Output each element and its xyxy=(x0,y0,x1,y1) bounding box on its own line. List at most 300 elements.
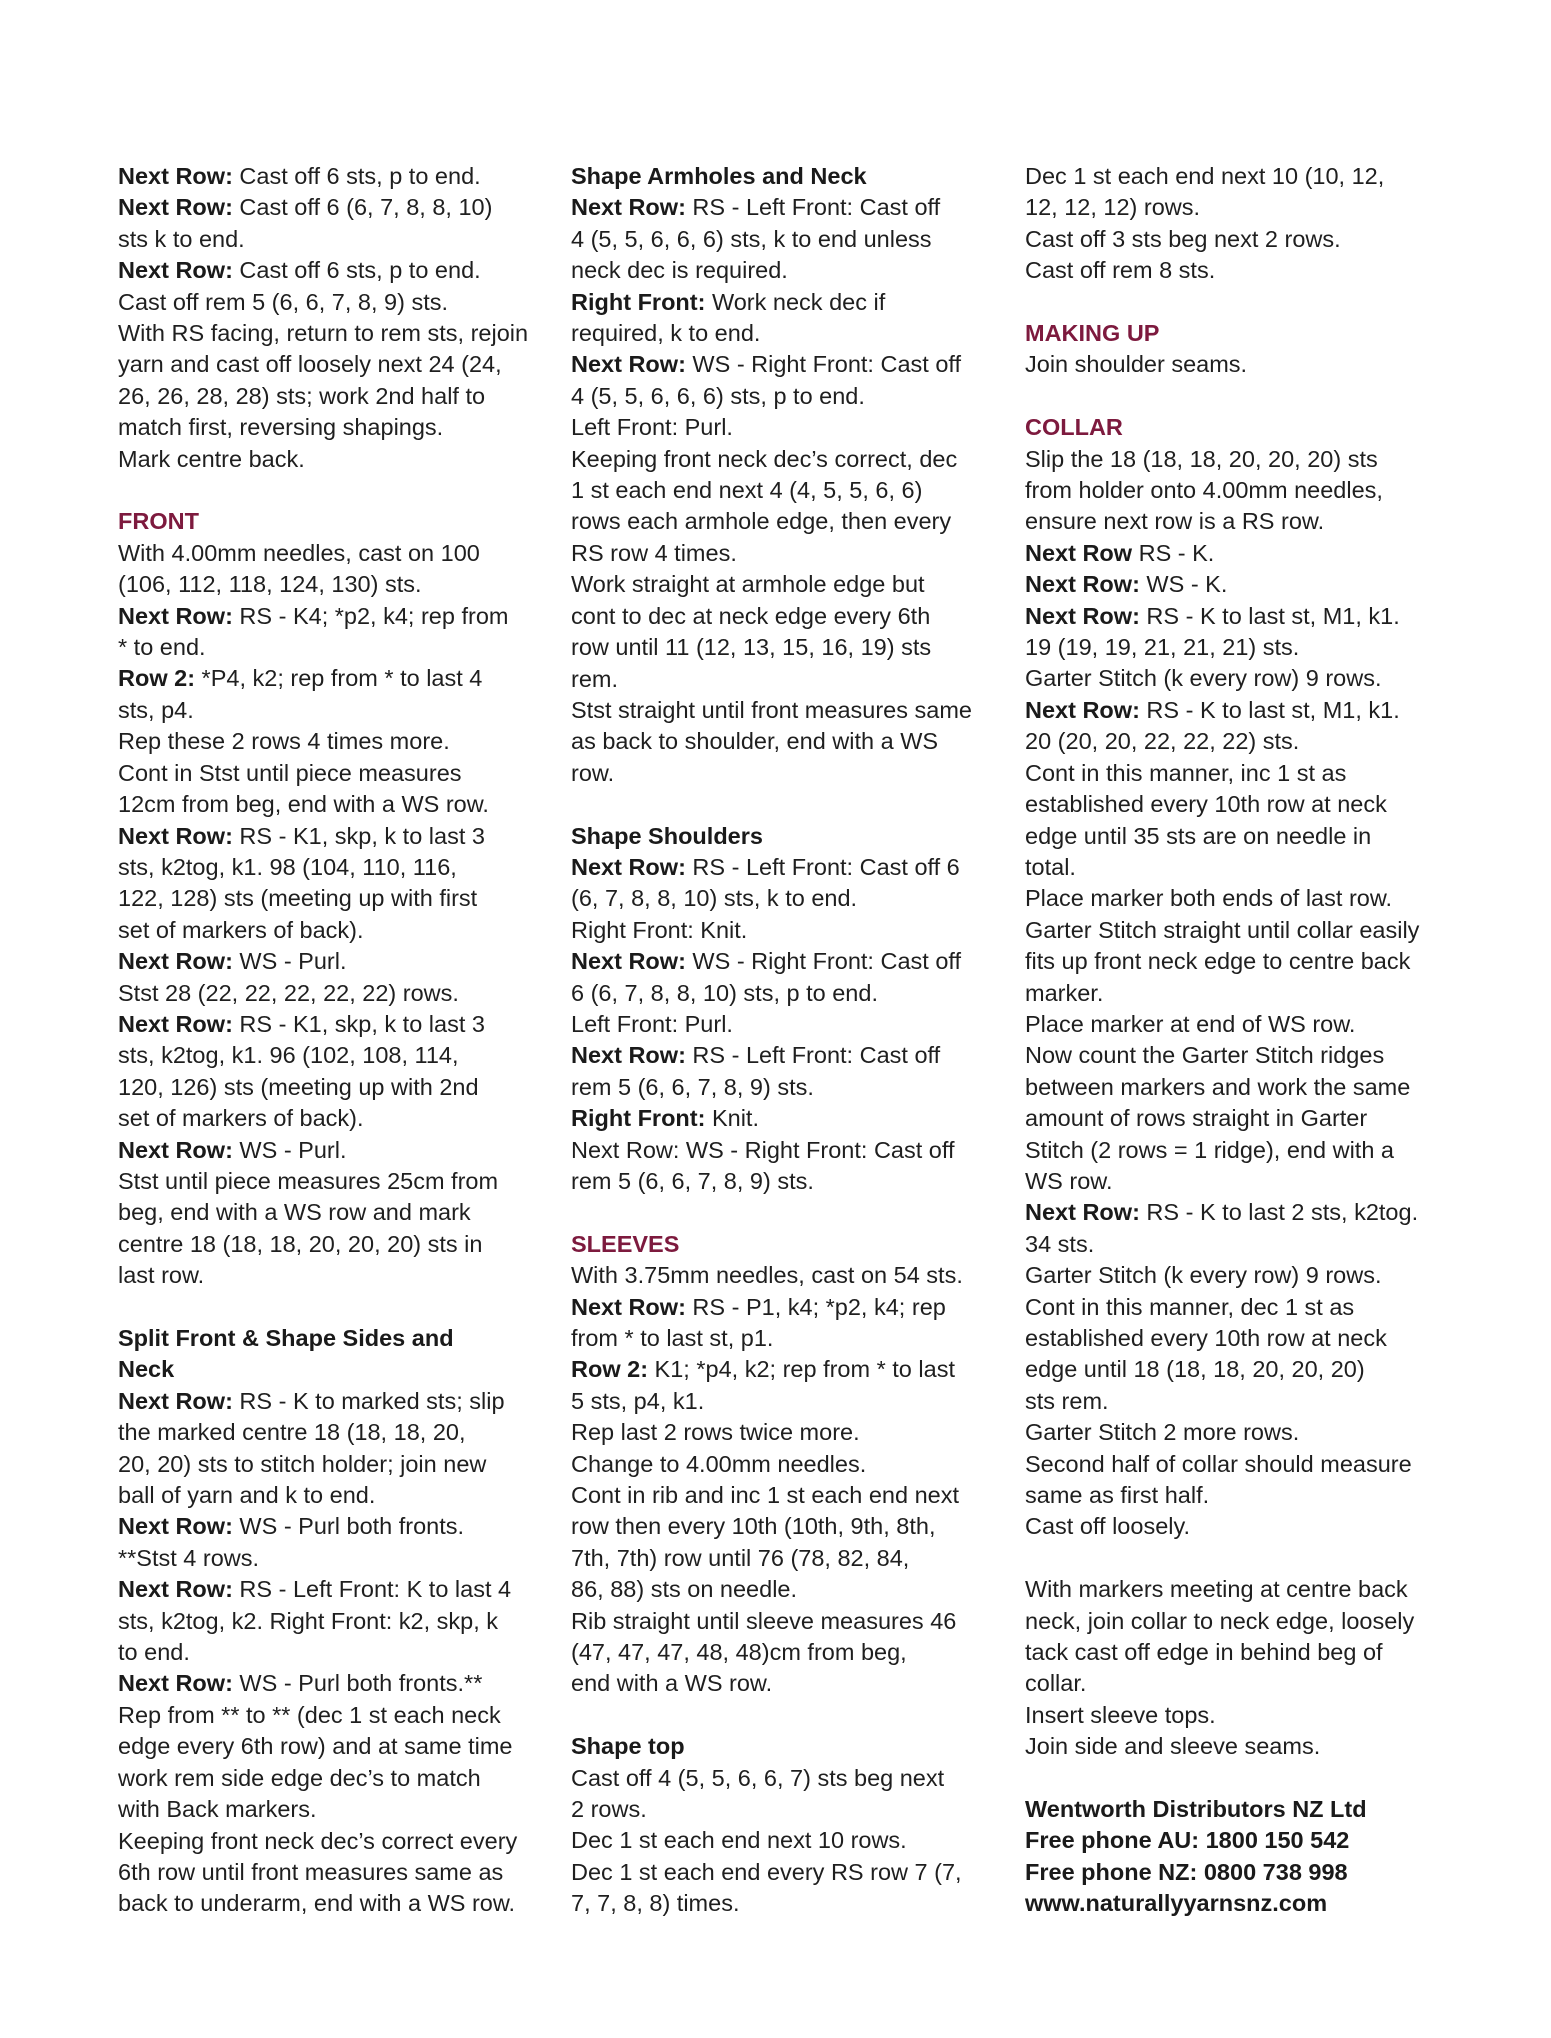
line-text: from holder onto 4.00mm needles, xyxy=(1025,477,1383,504)
instruction-line xyxy=(1025,1606,1455,1637)
line-text: WS - Purl both fronts. xyxy=(232,1513,465,1540)
line-text: Right Front: Knit. xyxy=(571,916,748,943)
line-text: 12, 12, 12) rows. xyxy=(1025,194,1201,221)
line-text: Now count the Garter Stitch ridges xyxy=(1025,1042,1385,1069)
instruction-line xyxy=(1025,349,1455,380)
row-label: Next Row: xyxy=(571,1042,686,1069)
line-text: Keeping front neck dec’s correct, dec xyxy=(571,445,958,472)
line-text: set of markers of back). xyxy=(118,916,364,943)
instruction-line xyxy=(1025,1731,1455,1762)
line-text: RS - P1, k4; *p2, k4; rep xyxy=(685,1293,946,1320)
line-text: 7th, 7th) row until 76 (78, 82, 84, xyxy=(571,1544,910,1571)
line-text: With RS facing, return to rem sts, rejoin xyxy=(118,320,529,347)
line-text: WS - Right Front: Cast off xyxy=(685,948,962,975)
line-text: Rep last 2 rows twice more. xyxy=(571,1419,860,1446)
line-text: 4 (5, 5, 6, 6, 6) sts, k to end unless xyxy=(571,225,932,252)
instruction-line xyxy=(118,1574,553,1605)
instruction-line xyxy=(571,915,1001,946)
line-text: 20, 20) sts to stitch holder; join new xyxy=(118,1450,487,1477)
instruction-line xyxy=(118,1857,553,1888)
instruction-line xyxy=(118,349,553,380)
row-label: Next Row: xyxy=(118,257,233,284)
line-text: amount of rows straight in Garter xyxy=(1025,1105,1368,1132)
instruction-line xyxy=(118,1637,553,1668)
row-label: Next Row xyxy=(1025,539,1133,566)
line-text: RS - K4; *p2, k4; rep from xyxy=(232,602,509,629)
instruction-line xyxy=(1025,1700,1455,1731)
row-label: Next Row: xyxy=(571,948,686,975)
line-text: to end. xyxy=(118,1639,190,1666)
line-text: With 4.00mm needles, cast on 100 xyxy=(118,539,480,566)
instruction-line xyxy=(571,601,1001,632)
instruction-line xyxy=(1025,224,1455,255)
row-label: Next Row: xyxy=(1025,571,1140,598)
line-text: 120, 126) sts (meeting up with 2nd xyxy=(118,1073,479,1100)
instruction-line xyxy=(118,1668,553,1699)
line-text: Mark centre back. xyxy=(118,445,305,472)
line-text: Cast off 6 (6, 7, 8, 8, 10) xyxy=(232,194,493,221)
line-text: rows each armhole edge, then every xyxy=(571,508,952,535)
instruction-line xyxy=(571,1888,1001,1919)
subsection-heading xyxy=(571,1731,1001,1762)
line-text: Stst until piece measures 25cm from xyxy=(118,1167,499,1194)
line-text: WS - Right Front: Cast off xyxy=(685,351,962,378)
column-right xyxy=(1025,161,1455,1920)
line-text: Left Front: Purl. xyxy=(571,414,733,441)
instruction-line xyxy=(118,161,553,192)
instruction-line xyxy=(118,1197,553,1228)
instruction-line xyxy=(118,883,553,914)
line-text: Dec 1 st each end next 10 rows. xyxy=(571,1827,907,1854)
instruction-line xyxy=(571,1449,1001,1480)
line-text: WS - K. xyxy=(1139,571,1228,598)
line-text: FRONT xyxy=(118,508,199,535)
instruction-line xyxy=(1025,1511,1455,1542)
instruction-line xyxy=(571,883,1001,914)
line-text: 1 st each end next 4 (4, 5, 5, 6, 6) xyxy=(571,477,923,504)
line-text: (47, 47, 47, 48, 48)cm from beg, xyxy=(571,1639,907,1666)
line-text: rem 5 (6, 6, 7, 8, 9) sts. xyxy=(571,1073,814,1100)
row-label: Next Row: xyxy=(118,1513,233,1540)
paragraph-spacer xyxy=(571,1700,1001,1731)
instruction-line xyxy=(118,1166,553,1197)
instruction-line xyxy=(118,1135,553,1166)
line-text: sts, k2tog, k2. Right Front: k2, skp, k xyxy=(118,1607,499,1634)
line-text: with Back markers. xyxy=(118,1796,317,1823)
instruction-line xyxy=(118,789,553,820)
line-text: 12cm from beg, end with a WS row. xyxy=(118,791,489,818)
instruction-line xyxy=(571,1668,1001,1699)
row-label: Next Row: xyxy=(571,1293,686,1320)
section-heading xyxy=(1025,412,1455,443)
contact-line xyxy=(1025,1857,1455,1888)
line-text: Cast off 3 sts beg next 2 rows. xyxy=(1025,225,1341,252)
instruction-line xyxy=(1025,192,1455,223)
line-text: Cont in this manner, dec 1 st as xyxy=(1025,1293,1355,1320)
line-text: Join side and sleeve seams. xyxy=(1025,1733,1321,1760)
instruction-line xyxy=(571,475,1001,506)
line-text: K1; *p4, k2; rep from * to last xyxy=(648,1356,955,1383)
instruction-line xyxy=(1025,1480,1455,1511)
instruction-line xyxy=(571,381,1001,412)
line-text: fits up front neck edge to centre back xyxy=(1025,948,1411,975)
line-text: RS - K to last st, M1, k1. xyxy=(1139,602,1400,629)
instruction-line xyxy=(571,1606,1001,1637)
row-label: Next Row: xyxy=(118,163,233,189)
column-middle xyxy=(571,161,1001,1920)
instruction-line xyxy=(1025,1229,1455,1260)
line-text: Knit. xyxy=(705,1105,759,1132)
line-text: Rep these 2 rows 4 times more. xyxy=(118,728,450,755)
instruction-line xyxy=(571,1763,1001,1794)
subsection-heading xyxy=(571,821,1001,852)
instruction-line xyxy=(1025,1574,1455,1605)
line-text: Cast off rem 5 (6, 6, 7, 8, 9) sts. xyxy=(118,288,448,315)
row-label: Right Front: xyxy=(571,288,706,315)
line-text: Stitch (2 rows = 1 ridge), end with a xyxy=(1025,1136,1394,1163)
line-text: Next Row: WS - Right Front: Cast off xyxy=(571,1136,955,1163)
line-text: RS - K. xyxy=(1132,539,1215,566)
line-text: Garter Stitch (k every row) 9 rows. xyxy=(1025,1262,1382,1289)
instruction-line xyxy=(571,664,1001,695)
row-label: Row 2: xyxy=(118,665,196,692)
line-text: Stst 28 (22, 22, 22, 22, 22) rows. xyxy=(118,979,459,1006)
instruction-line xyxy=(1025,1166,1455,1197)
instruction-line xyxy=(571,318,1001,349)
instruction-line xyxy=(118,946,553,977)
line-text: Free phone NZ: 0800 738 998 xyxy=(1025,1858,1348,1885)
line-text: Second half of collar should measure xyxy=(1025,1450,1412,1477)
instruction-line xyxy=(1025,601,1455,632)
instruction-line xyxy=(118,758,553,789)
instruction-line xyxy=(571,1857,1001,1888)
instruction-line xyxy=(1025,978,1455,1009)
section-heading xyxy=(1025,318,1455,349)
row-label: Row 2: xyxy=(571,1356,649,1383)
instruction-line xyxy=(118,1888,553,1919)
instruction-line xyxy=(571,1166,1001,1197)
line-text: Insert sleeve tops. xyxy=(1025,1701,1216,1728)
column-left xyxy=(118,161,553,1920)
line-text: row. xyxy=(571,759,615,786)
section-heading xyxy=(571,1229,1001,1260)
line-text: required, k to end. xyxy=(571,320,761,347)
section-heading xyxy=(118,506,553,537)
instruction-line xyxy=(118,695,553,726)
row-label: Next Row: xyxy=(118,1010,233,1037)
instruction-line xyxy=(571,1040,1001,1071)
line-text: sts, p4. xyxy=(118,696,194,723)
line-text: Cast off rem 8 sts. xyxy=(1025,257,1216,284)
row-label: Next Row: xyxy=(118,822,233,849)
line-text: work rem side edge dec’s to match xyxy=(118,1764,481,1791)
instruction-line xyxy=(1025,161,1455,192)
instruction-line xyxy=(571,852,1001,883)
line-text: 26, 26, 28, 28) sts; work 2nd half to xyxy=(118,382,486,409)
instruction-line xyxy=(1025,695,1455,726)
instruction-line xyxy=(571,1480,1001,1511)
paragraph-spacer xyxy=(571,1197,1001,1228)
instruction-line xyxy=(118,1606,553,1637)
instruction-line xyxy=(1025,1386,1455,1417)
line-text: row then every 10th (10th, 9th, 8th, xyxy=(571,1513,936,1540)
line-text: Keeping front neck dec’s correct every xyxy=(118,1827,518,1854)
instruction-line xyxy=(1025,475,1455,506)
line-text: tack cast off edge in behind beg of xyxy=(1025,1639,1383,1666)
line-text: Cont in rib and inc 1 st each end next xyxy=(571,1482,959,1509)
line-text: Rib straight until sleeve measures 46 xyxy=(571,1607,957,1634)
instruction-line xyxy=(571,758,1001,789)
line-text: match first, reversing shapings. xyxy=(118,414,444,441)
instruction-line xyxy=(1025,758,1455,789)
instruction-line xyxy=(118,1511,553,1542)
line-text: *P4, k2; rep from * to last 4 xyxy=(195,665,483,692)
instruction-line xyxy=(118,1072,553,1103)
instruction-line xyxy=(1025,1009,1455,1040)
line-text: Cast off 6 sts, p to end. xyxy=(232,257,481,284)
line-text: centre 18 (18, 18, 20, 20, 20) sts in xyxy=(118,1230,483,1257)
line-text: Shape top xyxy=(571,1733,685,1760)
instruction-line xyxy=(571,538,1001,569)
instruction-line xyxy=(118,1794,553,1825)
line-text: Cont in Stst until piece measures xyxy=(118,759,462,786)
line-text: established every 10th row at neck xyxy=(1025,791,1387,818)
line-text: COLLAR xyxy=(1025,414,1123,441)
line-text: WS - Purl. xyxy=(232,1136,347,1163)
instruction-line xyxy=(118,287,553,318)
paragraph-spacer xyxy=(1025,381,1455,412)
line-text: sts k to end. xyxy=(118,225,245,252)
line-text: same as first half. xyxy=(1025,1482,1210,1509)
instruction-line xyxy=(118,192,553,223)
line-text: cont to dec at neck edge every 6th xyxy=(571,602,931,629)
subsection-heading xyxy=(118,1354,553,1385)
instruction-line xyxy=(1025,1668,1455,1699)
instruction-line xyxy=(571,1543,1001,1574)
line-text: Free phone AU: 1800 150 542 xyxy=(1025,1827,1350,1854)
subsection-heading xyxy=(118,1323,553,1354)
line-text: set of markers of back). xyxy=(118,1105,364,1132)
line-text: Stst straight until front measures same xyxy=(571,696,972,723)
line-text: Wentworth Distributors NZ Ltd xyxy=(1025,1796,1367,1823)
instruction-line xyxy=(571,349,1001,380)
line-text: WS - Purl. xyxy=(232,948,347,975)
row-label: Next Row: xyxy=(118,194,233,221)
row-label: Next Row: xyxy=(571,853,686,880)
instruction-line xyxy=(571,287,1001,318)
instruction-line xyxy=(571,978,1001,1009)
line-text: 122, 128) sts (meeting up with first xyxy=(118,885,478,912)
instruction-line xyxy=(1025,883,1455,914)
line-text: Split Front & Shape Sides and xyxy=(118,1325,454,1351)
line-text: row until 11 (12, 13, 15, 16, 19) sts xyxy=(571,634,932,661)
line-text: edge every 6th row) and at same time xyxy=(118,1733,513,1760)
line-text: ball of yarn and k to end. xyxy=(118,1482,376,1509)
instruction-line xyxy=(571,506,1001,537)
instruction-line xyxy=(118,632,553,663)
line-text: 7, 7, 8, 8) times. xyxy=(571,1890,740,1917)
line-text: sts, k2tog, k1. 98 (104, 110, 116, xyxy=(118,853,457,880)
line-text: Cont in this manner, inc 1 st as xyxy=(1025,759,1347,786)
line-text: Shape Armholes and Neck xyxy=(571,163,867,189)
paragraph-spacer xyxy=(1025,1763,1455,1794)
line-text: 20 (20, 20, 22, 22, 22) sts. xyxy=(1025,728,1300,755)
instruction-line xyxy=(571,1386,1001,1417)
line-text: Garter Stitch 2 more rows. xyxy=(1025,1419,1300,1446)
instruction-line xyxy=(118,915,553,946)
instruction-line xyxy=(1025,1260,1455,1291)
instruction-line xyxy=(1025,1197,1455,1228)
instruction-line xyxy=(1025,1292,1455,1323)
instruction-line xyxy=(1025,821,1455,852)
line-text: Change to 4.00mm needles. xyxy=(571,1450,867,1477)
line-text: Place marker both ends of last row. xyxy=(1025,885,1393,912)
row-label: Next Row: xyxy=(1025,602,1140,629)
line-text: Garter Stitch (k every row) 9 rows. xyxy=(1025,665,1382,692)
instruction-line xyxy=(1025,663,1455,694)
line-text: (106, 112, 118, 124, 130) sts. xyxy=(118,571,422,598)
paragraph-spacer xyxy=(571,789,1001,820)
line-text: from * to last st, p1. xyxy=(571,1325,774,1351)
paragraph-spacer xyxy=(118,1292,553,1323)
instruction-line xyxy=(1025,255,1455,286)
line-text: 19 (19, 19, 21, 21, 21) sts. xyxy=(1025,634,1300,661)
instruction-line xyxy=(1025,569,1455,600)
line-text: WS row. xyxy=(1025,1167,1113,1194)
instruction-line xyxy=(1025,852,1455,883)
line-text: end with a WS row. xyxy=(571,1670,773,1697)
instruction-line xyxy=(1025,1354,1455,1385)
line-text: last row. xyxy=(118,1262,205,1289)
row-label: Next Row: xyxy=(118,1670,233,1697)
instruction-line xyxy=(1025,1072,1455,1103)
instruction-line xyxy=(118,1449,553,1480)
instruction-line xyxy=(118,1543,553,1574)
instruction-line xyxy=(571,1794,1001,1825)
instruction-line xyxy=(118,1763,553,1794)
line-text: With markers meeting at centre back xyxy=(1025,1576,1408,1603)
line-text: 2 rows. xyxy=(571,1796,647,1823)
instruction-line xyxy=(118,663,553,694)
instruction-line xyxy=(118,1009,553,1040)
instruction-line xyxy=(118,821,553,852)
instruction-line xyxy=(571,1292,1001,1323)
instruction-line xyxy=(118,601,553,632)
instruction-line xyxy=(1025,789,1455,820)
row-label: Next Row: xyxy=(118,602,233,629)
line-text: With 3.75mm needles, cast on 54 sts. xyxy=(571,1262,963,1289)
instruction-line xyxy=(118,852,553,883)
instruction-line xyxy=(1025,1637,1455,1668)
line-text: beg, end with a WS row and mark xyxy=(118,1199,471,1226)
instruction-line xyxy=(118,1260,553,1291)
line-text: RS - Left Front: K to last 4 xyxy=(232,1576,512,1603)
instruction-line xyxy=(571,695,1001,726)
line-text: Neck xyxy=(118,1356,175,1383)
instruction-line xyxy=(571,569,1001,600)
line-text: Cast off loosely. xyxy=(1025,1513,1191,1540)
line-text: **Stst 4 rows. xyxy=(118,1544,260,1571)
instruction-line xyxy=(1025,1323,1455,1354)
instruction-line xyxy=(571,224,1001,255)
row-label: Next Row: xyxy=(1025,1199,1140,1226)
line-text: rem 5 (6, 6, 7, 8, 9) sts. xyxy=(571,1167,814,1194)
contact-line xyxy=(1025,1888,1455,1919)
instruction-line xyxy=(571,1637,1001,1668)
line-text: Shape Shoulders xyxy=(571,822,763,849)
instruction-line xyxy=(571,1103,1001,1134)
instruction-line xyxy=(571,1072,1001,1103)
line-text: RS row 4 times. xyxy=(571,539,737,566)
line-text: RS - K1, skp, k to last 3 xyxy=(232,1010,485,1037)
line-text: 4 (5, 5, 6, 6, 6) sts, p to end. xyxy=(571,382,865,409)
line-text: RS - Left Front: Cast off 6 xyxy=(685,853,960,880)
line-text: * to end. xyxy=(118,634,206,661)
line-text: established every 10th row at neck xyxy=(1025,1325,1387,1351)
paragraph-spacer xyxy=(1025,287,1455,318)
line-text: MAKING UP xyxy=(1025,320,1160,347)
row-label: Next Row: xyxy=(118,1136,233,1163)
instruction-line xyxy=(571,1825,1001,1856)
line-text: neck dec is required. xyxy=(571,257,788,284)
instruction-line xyxy=(118,1103,553,1134)
line-text: Work neck dec if xyxy=(705,288,886,315)
row-label: Next Row: xyxy=(118,948,233,975)
instruction-line xyxy=(118,1386,553,1417)
contact-line xyxy=(1025,1825,1455,1856)
line-text: total. xyxy=(1025,853,1076,880)
line-text: sts, k2tog, k1. 96 (102, 108, 114, xyxy=(118,1042,459,1069)
line-text: SLEEVES xyxy=(571,1230,680,1257)
instruction-line xyxy=(118,1700,553,1731)
row-label: Next Row: xyxy=(118,1576,233,1603)
instruction-line xyxy=(1025,1417,1455,1448)
row-label: Next Row: xyxy=(118,1387,233,1414)
instruction-line xyxy=(118,978,553,1009)
instruction-line xyxy=(571,1511,1001,1542)
instruction-line xyxy=(571,726,1001,757)
line-text: 34 sts. xyxy=(1025,1230,1095,1257)
paragraph-spacer xyxy=(118,475,553,506)
line-text: rem. xyxy=(571,665,618,692)
row-label: Next Row: xyxy=(571,351,686,378)
line-text: RS - K to last 2 sts, k2tog. xyxy=(1139,1199,1419,1226)
instruction-line xyxy=(118,1417,553,1448)
line-text: yarn and cast off loosely next 24 (24, xyxy=(118,351,502,378)
instruction-line xyxy=(571,1260,1001,1291)
instruction-line xyxy=(118,1826,553,1857)
instruction-line xyxy=(118,412,553,443)
line-text: 86, 88) sts on needle. xyxy=(571,1576,798,1603)
line-text: WS - Purl both fronts.** xyxy=(232,1670,483,1697)
row-label: Next Row: xyxy=(571,194,686,221)
instruction-line xyxy=(571,632,1001,663)
line-text: Slip the 18 (18, 18, 20, 20, 20) sts xyxy=(1025,445,1378,472)
line-text: Rep from ** to ** (dec 1 st each neck xyxy=(118,1701,501,1728)
line-text: RS - Left Front: Cast off xyxy=(685,1042,941,1069)
instruction-line xyxy=(571,192,1001,223)
line-text: Work straight at armhole edge but xyxy=(571,571,925,598)
instruction-line xyxy=(1025,1449,1455,1480)
instruction-line xyxy=(1025,632,1455,663)
instruction-line xyxy=(571,1135,1001,1166)
instruction-line xyxy=(571,444,1001,475)
line-text: Place marker at end of WS row. xyxy=(1025,1010,1356,1037)
instruction-line xyxy=(118,1040,553,1071)
instruction-line xyxy=(1025,726,1455,757)
line-text: Dec 1 st each end next 10 (10, 12, xyxy=(1025,163,1385,189)
instruction-line xyxy=(118,444,553,475)
